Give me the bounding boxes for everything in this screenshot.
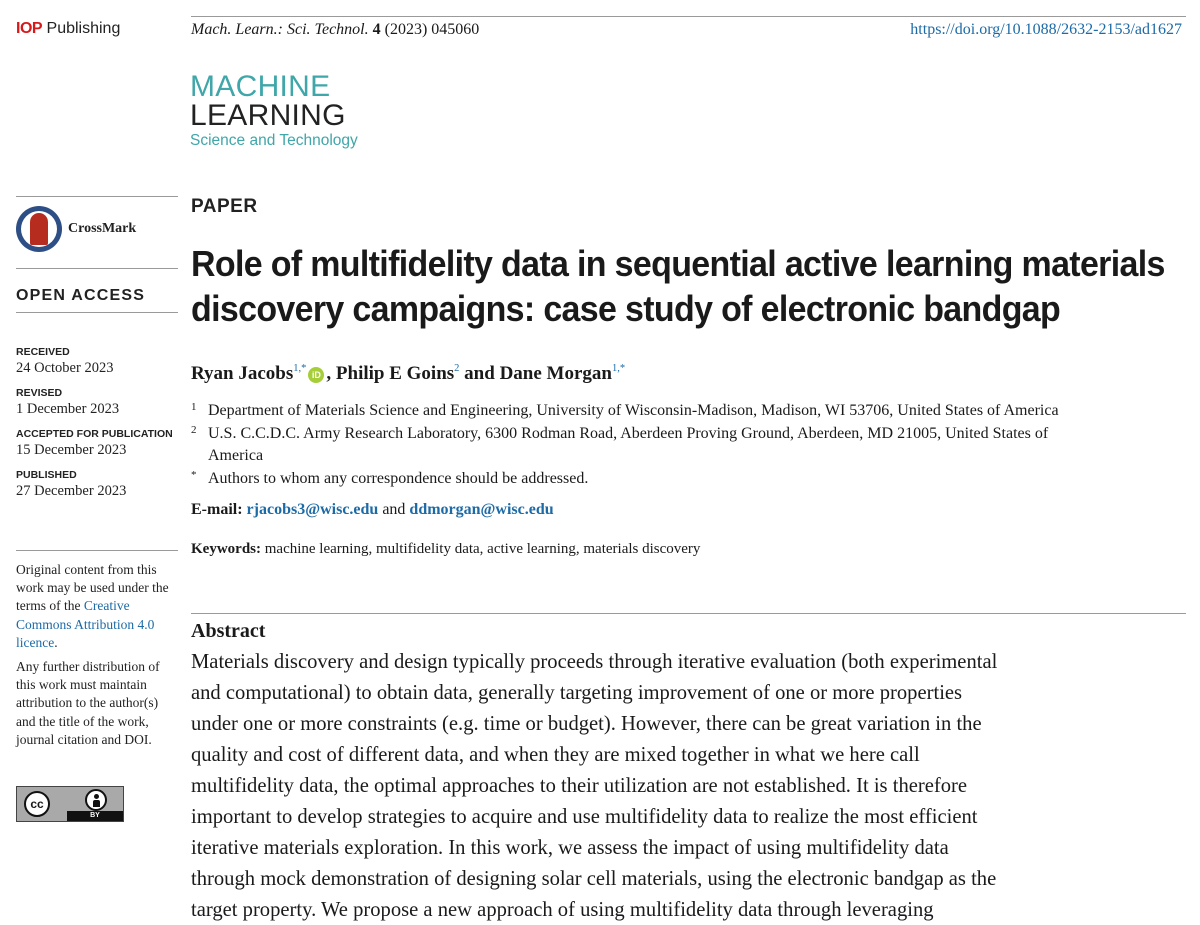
abstract-line: important to develop strategies to acquire and use multifidelity data to realize the most efficient xyxy=(191,806,978,828)
abstract-line: target property. We propose a new approach of using multifidelity data through leveraging xyxy=(191,899,934,921)
cc-licence-link[interactable]: Creative Commons Attribution 4.0 licence xyxy=(16,598,155,650)
email-label: E-mail: xyxy=(191,501,243,518)
iop-publishing-logo[interactable] xyxy=(16,20,120,38)
author-separator: , xyxy=(326,363,336,384)
cc-by-badge[interactable] xyxy=(16,786,124,822)
license-paragraph-2: Any further distribution of this work must maintain attribution to the author(s) and the title of the work, journal citation and DOI. xyxy=(16,659,160,747)
author-separator: and xyxy=(459,363,500,384)
affiliations xyxy=(191,400,1181,490)
affiliation-item xyxy=(191,400,1181,423)
doi-link[interactable]: https://doi.org/10.1088/2632-2153/ad1627 xyxy=(910,21,1182,38)
date-value: 15 December 2023 xyxy=(16,442,127,458)
affiliation-mark: * xyxy=(191,468,197,481)
email-line xyxy=(191,501,554,519)
affiliation-text: U.S. C.C.D.C. Army Research Laboratory, 6300 Rodman Road, Aberdeen Proving Ground, Aberdeen, MD 21005, United States of xyxy=(208,424,1049,442)
abstract-line: under one or more constraints (e.g. time or budget). However, there can be great variation in the xyxy=(191,713,982,735)
abstract-line: multifidelity data, the optimal approaches to their utilization are not established. It is therefore xyxy=(191,775,968,797)
journal-logo-line3: Science and Technology xyxy=(190,132,358,149)
author-affiliation-mark[interactable]: 2 xyxy=(454,363,460,374)
author-affiliation-mark[interactable]: 1,* xyxy=(611,363,626,374)
affiliation-item xyxy=(191,468,1181,491)
header-rule xyxy=(191,16,1186,17)
email-link-2[interactable]: ddmorgan@wisc.edu xyxy=(409,501,554,518)
title-line-1: Role of multifidelity data in sequential active learning materials xyxy=(191,243,1165,284)
date-label: REVISED xyxy=(16,387,63,399)
section-label: PAPER xyxy=(191,196,258,217)
date-block xyxy=(16,387,178,419)
author-name[interactable]: Philip E Goins xyxy=(335,363,455,384)
citation-year-article: (2023) 045060 xyxy=(384,21,480,38)
date-value: 24 October 2023 xyxy=(16,360,114,376)
license-paragraph-1: Original content from this work may be used under the terms of the Creative Commons Attribution 4.0 licence. xyxy=(16,562,169,650)
journal-logo-line1: MACHINE xyxy=(190,70,331,103)
page-header xyxy=(16,16,1186,48)
abstract-line: through mock demonstration of designing solar cell materials, using the electronic bandgap as the xyxy=(191,868,997,890)
date-label: PUBLISHED xyxy=(16,469,77,481)
sidebar-rule-mid xyxy=(16,268,178,269)
citation-journal: Mach. Learn.: Sci. Technol. xyxy=(191,21,369,38)
email-link-1[interactable]: rjacobs3@wisc.edu xyxy=(246,501,379,518)
journal-citation xyxy=(191,21,479,39)
crossmark-icon xyxy=(16,206,62,252)
iop-mark: IOP xyxy=(16,20,43,37)
journal-logo-line2: LEARNING xyxy=(190,99,346,132)
cc-icon: cc xyxy=(24,791,50,817)
abstract-line: Materials discovery and design typically proceeds through iterative evaluation (both experimental xyxy=(191,651,998,673)
abstract-rule xyxy=(191,613,1186,614)
sidebar-rule-license xyxy=(16,550,178,551)
publishing-word: Publishing xyxy=(46,20,121,37)
affiliation-mark: 2 xyxy=(191,423,197,436)
attribution-icon xyxy=(85,789,107,811)
open-access-label: OPEN ACCESS xyxy=(16,287,146,304)
date-block xyxy=(16,428,178,460)
crossmark-badge[interactable] xyxy=(16,206,136,252)
keywords-list: machine learning, multifidelity data, active learning, materials discovery xyxy=(264,541,701,557)
journal-logo[interactable] xyxy=(190,72,358,152)
crossmark-label: CrossMark xyxy=(68,221,137,236)
affiliation-text: Authors to whom any correspondence should be addressed. xyxy=(208,469,589,487)
date-block xyxy=(16,469,178,501)
article-title xyxy=(191,241,1165,331)
title-line-2: discovery campaigns: case study of electronic bandgap xyxy=(191,288,1061,329)
affiliation-text: America xyxy=(208,447,264,464)
abstract-body xyxy=(191,647,1186,925)
affiliation-mark: 1 xyxy=(191,401,197,413)
orcid-icon[interactable]: iD xyxy=(308,367,324,383)
abstract-heading: Abstract xyxy=(191,620,266,642)
date-value: 1 December 2023 xyxy=(16,401,120,417)
sidebar-rule-top xyxy=(16,196,178,197)
affiliation-item xyxy=(191,423,1181,468)
email-and: and xyxy=(382,501,406,518)
license-text xyxy=(16,561,178,755)
author-name[interactable]: Ryan Jacobs xyxy=(191,363,294,384)
date-value: 27 December 2023 xyxy=(16,483,127,499)
abstract-line: and computational) to obtain data, generally targeting improvement of one or more properties xyxy=(191,682,963,704)
author-affiliation-mark[interactable]: 1,* xyxy=(293,363,307,374)
date-block xyxy=(16,346,178,378)
citation-volume: 4 xyxy=(372,21,381,38)
abstract-line: quality and cost of different data, and when they are mixed together in what we here call xyxy=(191,744,920,766)
date-label: ACCEPTED FOR PUBLICATION xyxy=(16,428,173,440)
author-list xyxy=(191,363,625,385)
affiliation-text: Department of Materials Science and Engineering, University of Wisconsin-Madison, Madison, WI 53706, United States of America xyxy=(208,402,1059,419)
date-label: RECEIVED xyxy=(16,346,70,358)
publication-dates xyxy=(16,346,178,510)
abstract-line: iterative materials exploration. In this work, we assess the impact of using multifidelity data xyxy=(191,837,949,859)
sidebar-rule-oa xyxy=(16,312,178,313)
keywords-label: Keywords: xyxy=(191,541,261,557)
by-label: BY xyxy=(67,811,123,821)
author-name[interactable]: Dane Morgan xyxy=(499,363,612,384)
keywords-line xyxy=(191,541,700,558)
